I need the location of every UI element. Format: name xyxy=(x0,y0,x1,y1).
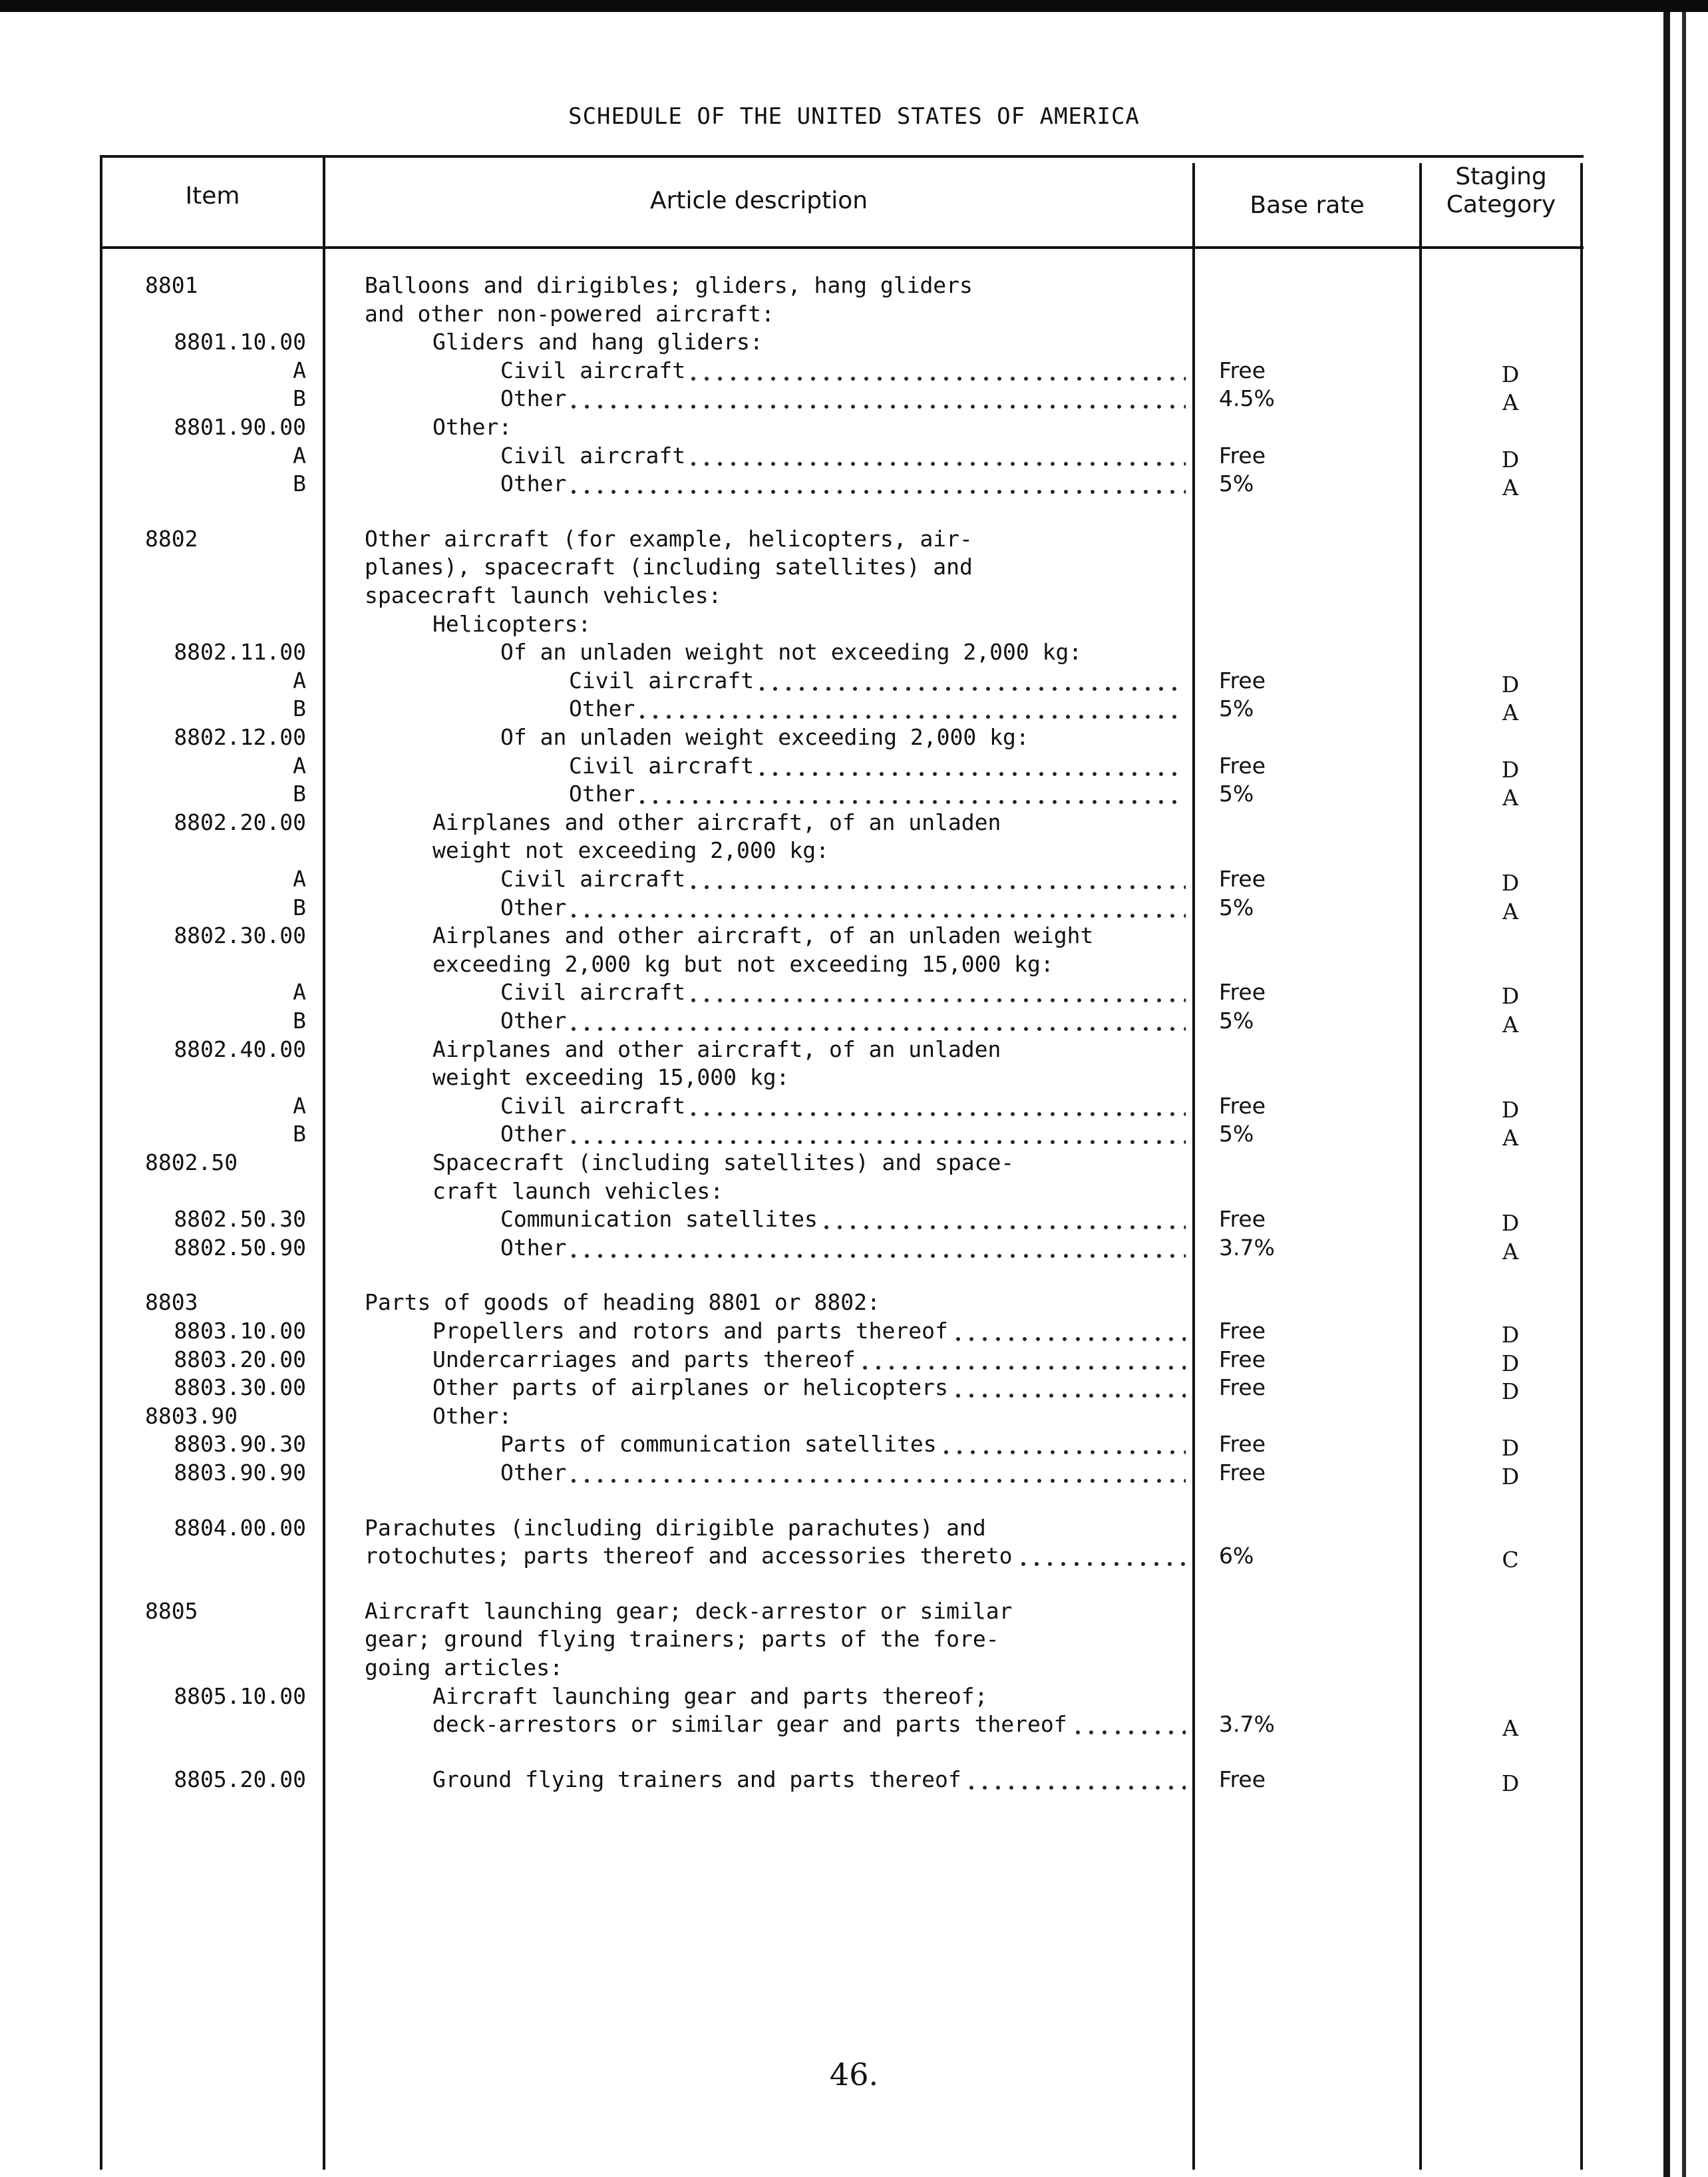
item-code: B xyxy=(293,1121,306,1147)
article-description-text: Civil aircraft xyxy=(500,357,688,383)
item-code: 8803.90.30 xyxy=(174,1431,306,1458)
article-description-text: Airplanes and other aircraft, of an unladen xyxy=(432,809,1003,835)
header-staging-category-line2: Category xyxy=(1446,191,1556,218)
article-description xyxy=(500,1092,1186,1120)
table-row xyxy=(0,553,1708,581)
header-base-rate: Base rate xyxy=(1250,192,1365,219)
staging-category: D xyxy=(1501,361,1520,387)
table-row xyxy=(0,837,1708,865)
article-description xyxy=(500,894,1186,922)
table-row xyxy=(0,695,1708,726)
article-description xyxy=(432,1317,1186,1345)
article-description-text: Other xyxy=(500,1460,569,1485)
table-row xyxy=(0,300,1708,328)
article-description xyxy=(365,300,777,328)
article-description xyxy=(569,752,1186,780)
item-code: 8802 xyxy=(145,525,198,552)
table-row xyxy=(0,1120,1708,1151)
staging-category: D xyxy=(1501,1770,1520,1796)
article-description xyxy=(432,1374,1186,1402)
table-row xyxy=(0,610,1708,638)
staging-category: D xyxy=(1501,756,1520,783)
article-description xyxy=(500,865,1186,893)
article-description-text: exceeding 2,000 kg but not exceeding 15,000 kg: xyxy=(432,951,1057,977)
staging-category: A xyxy=(1502,699,1518,726)
item-code: B xyxy=(293,781,306,807)
staging-category: D xyxy=(1501,983,1520,1010)
item-code: 8803.30.00 xyxy=(174,1374,306,1401)
article-description xyxy=(365,1625,1002,1653)
article-description-text: Other xyxy=(500,894,569,920)
article-description-text: craft launch vehicles: xyxy=(432,1178,726,1204)
article-description xyxy=(500,1120,1186,1148)
item-code: 8801 xyxy=(145,272,198,298)
article-description xyxy=(432,1036,1003,1064)
table-row xyxy=(0,1654,1708,1682)
table-row xyxy=(0,1710,1708,1742)
article-description xyxy=(569,780,1186,808)
staging-category: D xyxy=(1501,1096,1520,1123)
article-description xyxy=(365,1597,1015,1625)
item-code: B xyxy=(293,385,306,412)
article-description-text: Other parts of airplanes or helicopters xyxy=(432,1374,951,1400)
article-description-text: and other non-powered aircraft: xyxy=(365,301,777,327)
article-description xyxy=(365,525,975,553)
table-row xyxy=(0,1597,1708,1625)
staging-category: D xyxy=(1501,446,1520,473)
item-code: 8801.10.00 xyxy=(174,329,306,355)
article-description xyxy=(500,723,1032,751)
item-code: B xyxy=(293,471,306,497)
table-row xyxy=(0,1682,1708,1710)
article-description-text: Parts of goods of heading 8801 or 8802: xyxy=(365,1289,883,1315)
staging-category: A xyxy=(1502,1715,1518,1742)
article-description-text: Airplanes and other aircraft, of an unladen weight xyxy=(432,922,1096,948)
item-code: 8803.90 xyxy=(145,1402,238,1429)
item-code: 8805.10.00 xyxy=(174,1682,306,1709)
article-description-text: deck-arrestors or similar gear and parts thereof xyxy=(432,1711,1070,1737)
article-description xyxy=(365,553,975,581)
item-code: 8803.90.90 xyxy=(174,1460,306,1485)
item-code: A xyxy=(293,667,306,693)
article-description-text: spacecraft launch vehicles: xyxy=(365,582,724,608)
base-rate: Free xyxy=(1219,1460,1266,1485)
item-code: A xyxy=(293,866,306,892)
staging-category: D xyxy=(1501,1350,1520,1376)
article-description-text: Other: xyxy=(432,414,514,440)
table-row xyxy=(0,865,1708,896)
table-row xyxy=(0,1625,1708,1653)
table-row xyxy=(0,328,1708,356)
article-description-text: Parachutes (including dirigible parachutes) and xyxy=(365,1515,989,1541)
article-description xyxy=(500,442,1186,470)
article-description xyxy=(432,1682,990,1710)
base-rate: Free xyxy=(1219,752,1266,779)
table-row xyxy=(0,1430,1708,1462)
table-row xyxy=(0,667,1708,695)
item-code: 8802.11.00 xyxy=(174,639,306,666)
staging-category: A xyxy=(1502,1012,1518,1038)
item-code: B xyxy=(293,695,306,722)
article-description-text: Other xyxy=(569,781,637,807)
article-description-text: Civil aircraft xyxy=(569,753,757,779)
base-rate: 6% xyxy=(1219,1543,1254,1569)
article-description-text: Other xyxy=(500,1008,569,1034)
article-description xyxy=(500,357,1186,385)
article-description-text: Spacecraft (including satellites) and space- xyxy=(432,1149,1017,1175)
article-description-text: Of an unladen weight not exceeding 2,000 kg: xyxy=(500,639,1085,665)
item-code: A xyxy=(293,1092,306,1119)
article-description-text: Propellers and rotors and parts thereof xyxy=(432,1318,951,1344)
staging-category: D xyxy=(1501,671,1520,697)
article-description xyxy=(500,1007,1186,1035)
item-code: 8801.90.00 xyxy=(174,414,306,440)
table-row xyxy=(0,1288,1708,1316)
article-description-text: Other xyxy=(500,1121,569,1147)
item-code: 8805 xyxy=(145,1597,198,1624)
article-description-text: Airplanes and other aircraft, of an unladen xyxy=(432,1036,1003,1062)
base-rate: Free xyxy=(1219,442,1266,469)
article-description-text: Communication satellites xyxy=(500,1206,820,1232)
staging-category: A xyxy=(1502,898,1518,924)
table-row xyxy=(0,442,1708,473)
article-description xyxy=(432,837,832,865)
base-rate: 5% xyxy=(1219,894,1254,920)
article-description xyxy=(432,809,1003,837)
item-code: A xyxy=(293,752,306,779)
base-rate: 5% xyxy=(1219,471,1254,497)
item-code: 8803.20.00 xyxy=(174,1346,306,1372)
article-description xyxy=(432,328,766,356)
item-code: B xyxy=(293,1008,306,1034)
article-description-text: Other xyxy=(500,1235,569,1261)
header-staging-category-line1: Staging xyxy=(1455,163,1547,190)
article-description-text: Other xyxy=(569,695,637,721)
base-rate: Free xyxy=(1219,1318,1266,1344)
article-description xyxy=(365,582,724,610)
item-code: 8803.10.00 xyxy=(174,1318,306,1344)
article-description-text: Aircraft launching gear and parts thereof; xyxy=(432,1683,990,1709)
article-description xyxy=(365,272,975,299)
article-description-text: gear; ground flying trainers; parts of the fore- xyxy=(365,1626,1002,1652)
staging-category: D xyxy=(1501,1464,1520,1489)
base-rate: Free xyxy=(1219,1374,1266,1401)
article-description-text: Civil aircraft xyxy=(500,979,688,1005)
item-code: 8802.12.00 xyxy=(174,724,306,750)
table-row xyxy=(0,1234,1708,1265)
item-code: 8802.50.90 xyxy=(174,1234,306,1261)
article-description-text: weight exceeding 15,000 kg: xyxy=(432,1064,792,1090)
table-row xyxy=(0,1007,1708,1038)
article-description-text: Other: xyxy=(432,1403,514,1429)
article-description-text: Aircraft launching gear; deck-arrestor or similar xyxy=(365,1598,1015,1624)
article-description-text: Balloons and dirigibles; gliders, hang gliders xyxy=(365,272,975,298)
table-row xyxy=(0,413,1708,441)
item-code: A xyxy=(293,357,306,383)
base-rate: Free xyxy=(1219,866,1266,892)
table-row xyxy=(0,1092,1708,1123)
base-rate: 5% xyxy=(1219,781,1254,807)
staging-category: D xyxy=(1501,1378,1520,1405)
article-description xyxy=(365,1288,883,1316)
item-code: A xyxy=(293,442,306,469)
table-row xyxy=(0,272,1708,299)
base-rate: 5% xyxy=(1219,1008,1254,1034)
table-row xyxy=(0,1459,1708,1487)
article-description xyxy=(432,610,594,638)
table-row xyxy=(0,1346,1708,1374)
article-description xyxy=(500,1459,1186,1487)
item-code: 8802.50.30 xyxy=(174,1206,306,1233)
article-description-text: Other xyxy=(500,385,569,411)
item-code: 8802.30.00 xyxy=(174,922,306,949)
article-description xyxy=(569,667,1186,695)
table-row xyxy=(0,723,1708,751)
article-description-text: Gliders and hang gliders: xyxy=(432,329,766,355)
base-rate: Free xyxy=(1219,1346,1266,1372)
staging-category: A xyxy=(1502,785,1518,811)
article-description xyxy=(500,470,1186,498)
staging-category: A xyxy=(1502,1238,1518,1265)
article-description xyxy=(365,1654,566,1682)
item-code: B xyxy=(293,894,306,920)
table-row xyxy=(0,1036,1708,1064)
article-description-text: planes), spacecraft (including satellites) and xyxy=(365,554,975,580)
article-description xyxy=(432,1149,1017,1177)
item-code: 8802.40.00 xyxy=(174,1036,306,1062)
base-rate: Free xyxy=(1219,1766,1266,1792)
table-row xyxy=(0,1402,1708,1430)
article-description-text: Of an unladen weight exceeding 2,000 kg: xyxy=(500,724,1032,750)
article-description-text: weight not exceeding 2,000 kg: xyxy=(432,837,832,863)
table-row xyxy=(0,638,1708,666)
article-description xyxy=(365,1514,989,1542)
article-description xyxy=(432,1346,1186,1374)
article-description-text: Helicopters: xyxy=(432,611,594,637)
article-description-text: Civil aircraft xyxy=(500,443,688,469)
table-row xyxy=(0,1177,1708,1205)
article-description-text: Civil aircraft xyxy=(500,866,688,892)
base-rate: 4.5% xyxy=(1219,385,1275,412)
item-code: 8804.00.00 xyxy=(174,1514,306,1541)
table-row xyxy=(0,978,1708,1010)
base-rate: Free xyxy=(1219,979,1266,1006)
table-row xyxy=(0,1542,1708,1573)
base-rate: Free xyxy=(1219,667,1266,693)
base-rate: 3.7% xyxy=(1219,1234,1275,1261)
article-description-text: Parts of communication satellites xyxy=(500,1431,939,1457)
article-description-text: Civil aircraft xyxy=(569,668,757,693)
table-row xyxy=(0,809,1708,837)
staging-category: D xyxy=(1501,1322,1520,1348)
staging-category: C xyxy=(1502,1547,1519,1573)
item-code: A xyxy=(293,979,306,1006)
table-row xyxy=(0,357,1708,385)
table-row xyxy=(0,1374,1708,1405)
article-description xyxy=(569,695,1186,723)
table-row xyxy=(0,894,1708,922)
article-description-text: Undercarriages and parts thereof xyxy=(432,1346,858,1372)
header-item: Item xyxy=(185,182,240,210)
article-description xyxy=(432,1766,1186,1794)
article-description xyxy=(500,1234,1186,1262)
staging-category: A xyxy=(1502,1125,1518,1151)
base-rate: Free xyxy=(1219,357,1266,383)
staging-category: D xyxy=(1501,870,1520,896)
base-rate: 3.7% xyxy=(1219,1711,1275,1738)
article-description xyxy=(432,1710,1186,1738)
document-title: SCHEDULE OF THE UNITED STATES OF AMERICA xyxy=(568,103,1140,130)
article-description-text: Ground flying trainers and parts thereof xyxy=(432,1766,964,1792)
base-rate: Free xyxy=(1219,1092,1266,1119)
staging-category: A xyxy=(1502,389,1518,416)
table-row xyxy=(0,1317,1708,1348)
article-description xyxy=(432,950,1057,978)
header-article-description: Article description xyxy=(649,187,868,214)
article-description xyxy=(432,1064,792,1091)
article-description-text: going articles: xyxy=(365,1655,566,1681)
article-description xyxy=(432,922,1096,950)
article-description xyxy=(365,1542,1186,1570)
item-code: 8802.50 xyxy=(145,1149,238,1175)
table-row xyxy=(0,752,1708,783)
table-row xyxy=(0,1149,1708,1177)
table-row xyxy=(0,525,1708,553)
table-row xyxy=(0,1514,1708,1542)
table-row xyxy=(0,1205,1708,1237)
article-description-text: Other xyxy=(500,471,569,496)
base-rate: 5% xyxy=(1219,1121,1254,1147)
item-code: 8802.20.00 xyxy=(174,809,306,835)
article-description xyxy=(432,413,514,441)
table-row xyxy=(0,780,1708,811)
staging-category: D xyxy=(1501,1435,1520,1462)
article-description xyxy=(432,1177,726,1205)
table-row xyxy=(0,470,1708,501)
article-description xyxy=(500,1205,1186,1233)
table-row xyxy=(0,385,1708,416)
table-row xyxy=(0,922,1708,950)
table-row xyxy=(0,1064,1708,1091)
article-description-text: Civil aircraft xyxy=(500,1093,688,1119)
article-description xyxy=(500,978,1186,1006)
base-rate: 5% xyxy=(1219,695,1254,722)
article-description-text: Other aircraft (for example, helicopters, air- xyxy=(365,526,975,552)
article-description-text: rotochutes; parts thereof and accessories thereto xyxy=(365,1543,1015,1569)
staging-category: D xyxy=(1501,1210,1520,1237)
staging-category: A xyxy=(1502,475,1518,501)
article-description xyxy=(500,1430,1186,1458)
article-description xyxy=(432,1402,514,1430)
table-row xyxy=(0,582,1708,610)
base-rate: Free xyxy=(1219,1206,1266,1233)
article-description xyxy=(500,638,1085,666)
item-code: 8805.20.00 xyxy=(174,1766,306,1792)
page-number: 46. xyxy=(829,2057,879,2092)
item-code: 8803 xyxy=(145,1289,198,1316)
table-row xyxy=(0,950,1708,978)
article-description xyxy=(500,385,1186,413)
base-rate: Free xyxy=(1219,1431,1266,1458)
table-row xyxy=(0,1766,1708,1794)
